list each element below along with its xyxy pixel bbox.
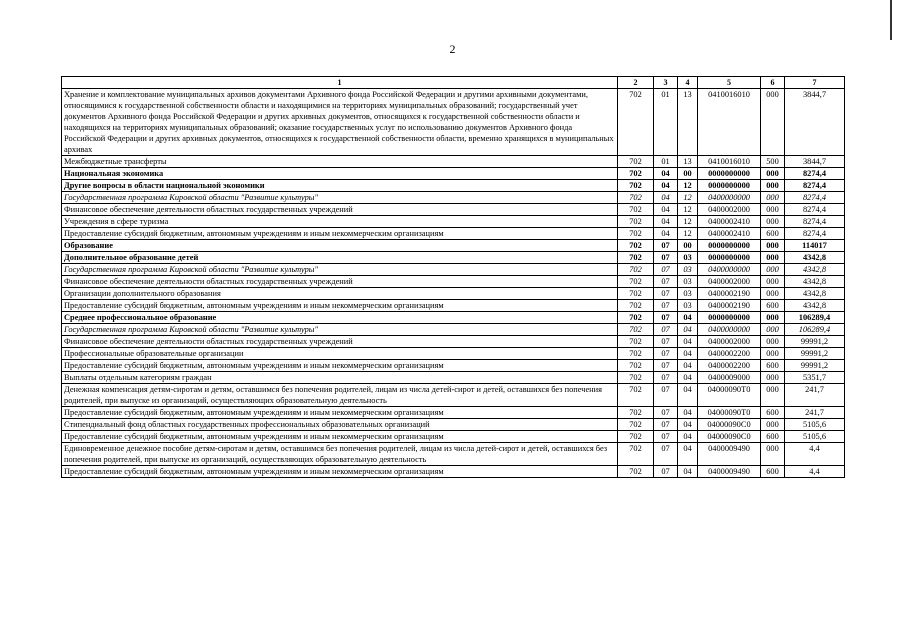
row-target-cell: 0400009000 xyxy=(698,372,761,384)
row-target-cell: 0000000000 xyxy=(698,312,761,324)
row-type-cell: 000 xyxy=(761,443,785,466)
table-row xyxy=(62,466,845,478)
row-subsection-cell: 04 xyxy=(678,466,698,478)
row-amount-cell: 8274,4 xyxy=(785,168,845,180)
row-type-cell: 000 xyxy=(761,372,785,384)
row-type-cell: 000 xyxy=(761,252,785,264)
row-type-cell: 600 xyxy=(761,466,785,478)
row-amount-cell: 4342,8 xyxy=(785,288,845,300)
row-amount-cell: 4342,8 xyxy=(785,252,845,264)
row-amount-cell: 8274,4 xyxy=(785,204,845,216)
row-target-cell: 0000000000 xyxy=(698,252,761,264)
row-target-cell: 04000090Т0 xyxy=(698,384,761,407)
table-row xyxy=(62,360,845,372)
budget-table xyxy=(61,76,845,478)
row-code-cell: 702 xyxy=(618,336,654,348)
table-row xyxy=(62,288,845,300)
row-target-cell: 0400002410 xyxy=(698,216,761,228)
table-row xyxy=(62,419,845,431)
row-type-cell: 000 xyxy=(761,348,785,360)
row-type-cell: 000 xyxy=(761,419,785,431)
table-row xyxy=(62,228,845,240)
row-code-cell: 702 xyxy=(618,168,654,180)
row-target-cell: 0400002200 xyxy=(698,348,761,360)
row-amount-cell: 106289,4 xyxy=(785,324,845,336)
row-amount-cell: 241,7 xyxy=(785,384,845,407)
row-code-cell: 702 xyxy=(618,180,654,192)
row-name-cell: Профессиональные образовательные организации xyxy=(62,348,618,360)
row-section-cell: 07 xyxy=(654,240,678,252)
column-header: 5 xyxy=(698,77,761,89)
table-row xyxy=(62,443,845,466)
row-type-cell: 600 xyxy=(761,300,785,312)
row-name-cell: Предоставление субсидий бюджетным, автономным учреждениям и иным некоммерческим организациям xyxy=(62,466,618,478)
column-header: 1 xyxy=(62,77,618,89)
row-amount-cell: 4342,8 xyxy=(785,264,845,276)
row-amount-cell: 3844,7 xyxy=(785,156,845,168)
row-section-cell: 07 xyxy=(654,276,678,288)
row-amount-cell: 8274,4 xyxy=(785,228,845,240)
row-code-cell: 702 xyxy=(618,324,654,336)
row-subsection-cell: 03 xyxy=(678,288,698,300)
row-name-cell: Государственная программа Кировской области "Развитие культуры" xyxy=(62,264,618,276)
column-header: 4 xyxy=(678,77,698,89)
row-section-cell: 04 xyxy=(654,192,678,204)
row-code-cell: 702 xyxy=(618,89,654,156)
row-subsection-cell: 03 xyxy=(678,300,698,312)
row-name-cell: Среднее профессиональное образование xyxy=(62,312,618,324)
table-row xyxy=(62,300,845,312)
row-section-cell: 04 xyxy=(654,180,678,192)
row-code-cell: 702 xyxy=(618,240,654,252)
row-subsection-cell: 12 xyxy=(678,180,698,192)
table-row xyxy=(62,216,845,228)
row-amount-cell: 5105,6 xyxy=(785,431,845,443)
row-code-cell: 702 xyxy=(618,360,654,372)
row-target-cell: 0400002410 xyxy=(698,228,761,240)
row-section-cell: 07 xyxy=(654,288,678,300)
row-section-cell: 07 xyxy=(654,419,678,431)
row-target-cell: 0400000000 xyxy=(698,324,761,336)
header-row xyxy=(62,77,845,89)
row-type-cell: 000 xyxy=(761,192,785,204)
row-name-cell: Дополнительное образование детей xyxy=(62,252,618,264)
row-code-cell: 702 xyxy=(618,431,654,443)
row-section-cell: 01 xyxy=(654,89,678,156)
row-subsection-cell: 12 xyxy=(678,192,698,204)
row-section-cell: 07 xyxy=(654,336,678,348)
row-section-cell: 07 xyxy=(654,324,678,336)
row-subsection-cell: 13 xyxy=(678,156,698,168)
row-code-cell: 702 xyxy=(618,443,654,466)
row-code-cell: 702 xyxy=(618,192,654,204)
row-target-cell: 0000000000 xyxy=(698,240,761,252)
table-row xyxy=(62,204,845,216)
row-amount-cell: 99991,2 xyxy=(785,348,845,360)
row-amount-cell: 8274,4 xyxy=(785,192,845,204)
row-name-cell: Государственная программа Кировской области "Развитие культуры" xyxy=(62,192,618,204)
table-row xyxy=(62,336,845,348)
table-row xyxy=(62,168,845,180)
row-code-cell: 702 xyxy=(618,300,654,312)
table-row xyxy=(62,89,845,156)
row-amount-cell: 5351,7 xyxy=(785,372,845,384)
row-section-cell: 07 xyxy=(654,407,678,419)
row-section-cell: 07 xyxy=(654,312,678,324)
row-target-cell: 0400009490 xyxy=(698,466,761,478)
row-target-cell: 0400000000 xyxy=(698,264,761,276)
row-section-cell: 07 xyxy=(654,348,678,360)
row-target-cell: 0400002000 xyxy=(698,276,761,288)
row-target-cell: 0400009490 xyxy=(698,443,761,466)
row-target-cell: 0400002190 xyxy=(698,288,761,300)
row-type-cell: 000 xyxy=(761,336,785,348)
table-row xyxy=(62,312,845,324)
row-type-cell: 500 xyxy=(761,156,785,168)
row-code-cell: 702 xyxy=(618,348,654,360)
row-amount-cell: 8274,4 xyxy=(785,216,845,228)
row-subsection-cell: 00 xyxy=(678,168,698,180)
row-amount-cell: 114017 xyxy=(785,240,845,252)
row-section-cell: 04 xyxy=(654,168,678,180)
scan-edge-mark xyxy=(890,0,892,40)
table-row xyxy=(62,276,845,288)
row-subsection-cell: 04 xyxy=(678,360,698,372)
row-code-cell: 702 xyxy=(618,204,654,216)
row-code-cell: 702 xyxy=(618,372,654,384)
row-code-cell: 702 xyxy=(618,312,654,324)
table-row xyxy=(62,384,845,407)
row-amount-cell: 3844,7 xyxy=(785,89,845,156)
row-code-cell: 702 xyxy=(618,156,654,168)
row-target-cell: 04000090С0 xyxy=(698,431,761,443)
row-name-cell: Государственная программа Кировской области "Развитие культуры" xyxy=(62,324,618,336)
row-name-cell: Предоставление субсидий бюджетным, автономным учреждениям и иным некоммерческим организациям xyxy=(62,431,618,443)
row-target-cell: 0400002000 xyxy=(698,336,761,348)
column-header: 2 xyxy=(618,77,654,89)
row-section-cell: 07 xyxy=(654,360,678,372)
row-name-cell: Другие вопросы в области национальной экономики xyxy=(62,180,618,192)
row-name-cell: Учреждения в сфере туризма xyxy=(62,216,618,228)
row-code-cell: 702 xyxy=(618,252,654,264)
row-name-cell: Хранение и комплектование муниципальных архивов документами Архивного фонда Российской Федерации и другими архивными документами, относящимися к государственной собственности области и находящимися на территориях муниципальных образований; государственный учет документов Архивного фонда Российской Федерации и других архивных документов, относящихся к государственной собственности области и находящихся на территориях муниципальных образований; оказание государственных услуг по использованию документов Архивного фонда Российской Федерации и других архивных документов, относящихся к государственной собственности области, временно хранящихся в муниципальных архивах xyxy=(62,89,618,156)
row-section-cell: 07 xyxy=(654,384,678,407)
column-header: 6 xyxy=(761,77,785,89)
row-code-cell: 702 xyxy=(618,466,654,478)
row-subsection-cell: 12 xyxy=(678,228,698,240)
row-subsection-cell: 04 xyxy=(678,443,698,466)
row-target-cell: 0400000000 xyxy=(698,192,761,204)
row-subsection-cell: 12 xyxy=(678,204,698,216)
row-subsection-cell: 03 xyxy=(678,264,698,276)
row-type-cell: 000 xyxy=(761,276,785,288)
row-type-cell: 000 xyxy=(761,180,785,192)
row-name-cell: Финансовое обеспечение деятельности областных государственных учреждений xyxy=(62,336,618,348)
row-section-cell: 07 xyxy=(654,443,678,466)
row-target-cell: 0400002200 xyxy=(698,360,761,372)
column-header: 7 xyxy=(785,77,845,89)
row-subsection-cell: 04 xyxy=(678,324,698,336)
row-target-cell: 04000090Т0 xyxy=(698,407,761,419)
row-target-cell: 0410016010 xyxy=(698,89,761,156)
row-name-cell: Предоставление субсидий бюджетным, автономным учреждениям и иным некоммерческим организациям xyxy=(62,407,618,419)
row-name-cell: Финансовое обеспечение деятельности областных государственных учреждений xyxy=(62,276,618,288)
row-type-cell: 600 xyxy=(761,360,785,372)
row-amount-cell: 8274,4 xyxy=(785,180,845,192)
table-row xyxy=(62,407,845,419)
row-amount-cell: 4342,8 xyxy=(785,300,845,312)
row-subsection-cell: 12 xyxy=(678,216,698,228)
row-type-cell: 000 xyxy=(761,324,785,336)
row-target-cell: 0400002190 xyxy=(698,300,761,312)
row-name-cell: Выплаты отдельным категориям граждан xyxy=(62,372,618,384)
row-amount-cell: 99991,2 xyxy=(785,360,845,372)
row-type-cell: 000 xyxy=(761,216,785,228)
table-row xyxy=(62,324,845,336)
row-type-cell: 000 xyxy=(761,264,785,276)
table-row xyxy=(62,192,845,204)
table-row xyxy=(62,431,845,443)
row-section-cell: 07 xyxy=(654,300,678,312)
table-row xyxy=(62,156,845,168)
row-subsection-cell: 13 xyxy=(678,89,698,156)
row-section-cell: 04 xyxy=(654,216,678,228)
row-section-cell: 07 xyxy=(654,372,678,384)
row-name-cell: Предоставление субсидий бюджетным, автономным учреждениям и иным некоммерческим организациям xyxy=(62,300,618,312)
row-code-cell: 702 xyxy=(618,419,654,431)
column-header: 3 xyxy=(654,77,678,89)
table-row xyxy=(62,252,845,264)
row-name-cell: Финансовое обеспечение деятельности областных государственных учреждений xyxy=(62,204,618,216)
row-type-cell: 000 xyxy=(761,312,785,324)
row-code-cell: 702 xyxy=(618,288,654,300)
row-target-cell: 0400002000 xyxy=(698,204,761,216)
row-section-cell: 07 xyxy=(654,431,678,443)
row-amount-cell: 106289,4 xyxy=(785,312,845,324)
row-section-cell: 01 xyxy=(654,156,678,168)
row-subsection-cell: 04 xyxy=(678,431,698,443)
row-section-cell: 07 xyxy=(654,466,678,478)
row-type-cell: 600 xyxy=(761,228,785,240)
row-type-cell: 000 xyxy=(761,384,785,407)
row-subsection-cell: 04 xyxy=(678,336,698,348)
row-subsection-cell: 04 xyxy=(678,312,698,324)
table-row xyxy=(62,264,845,276)
row-type-cell: 000 xyxy=(761,240,785,252)
row-target-cell: 0000000000 xyxy=(698,180,761,192)
table-row xyxy=(62,372,845,384)
row-name-cell: Предоставление субсидий бюджетным, автономным учреждениям и иным некоммерческим организациям xyxy=(62,360,618,372)
page-number: 2 xyxy=(449,42,456,56)
row-amount-cell: 5105,6 xyxy=(785,419,845,431)
row-code-cell: 702 xyxy=(618,264,654,276)
row-name-cell: Межбюджетные трансферты xyxy=(62,156,618,168)
row-name-cell: Организации дополнительного образования xyxy=(62,288,618,300)
row-code-cell: 702 xyxy=(618,276,654,288)
row-code-cell: 702 xyxy=(618,407,654,419)
row-type-cell: 000 xyxy=(761,168,785,180)
row-name-cell: Денежная компенсация детям-сиротам и детям, оставшимся без попечения родителей, лицам из числа детей-сирот и детей, оставшихся без попечения родителей, при выпуске из организаций, осуществляющих образовательную деятельность xyxy=(62,384,618,407)
row-amount-cell: 4,4 xyxy=(785,443,845,466)
row-code-cell: 702 xyxy=(618,384,654,407)
row-name-cell: Предоставление субсидий бюджетным, автономным учреждениям и иным некоммерческим организациям xyxy=(62,228,618,240)
row-section-cell: 04 xyxy=(654,204,678,216)
row-amount-cell: 4,4 xyxy=(785,466,845,478)
row-target-cell: 04000090С0 xyxy=(698,419,761,431)
table-row xyxy=(62,180,845,192)
row-type-cell: 000 xyxy=(761,288,785,300)
row-type-cell: 600 xyxy=(761,431,785,443)
row-type-cell: 600 xyxy=(761,407,785,419)
row-name-cell: Национальная экономика xyxy=(62,168,618,180)
row-subsection-cell: 04 xyxy=(678,384,698,407)
row-section-cell: 07 xyxy=(654,264,678,276)
table-row xyxy=(62,240,845,252)
row-target-cell: 0410016010 xyxy=(698,156,761,168)
row-amount-cell: 99991,2 xyxy=(785,336,845,348)
row-code-cell: 702 xyxy=(618,216,654,228)
row-subsection-cell: 04 xyxy=(678,419,698,431)
row-target-cell: 0000000000 xyxy=(698,168,761,180)
row-section-cell: 04 xyxy=(654,228,678,240)
row-type-cell: 000 xyxy=(761,89,785,156)
row-type-cell: 000 xyxy=(761,204,785,216)
row-code-cell: 702 xyxy=(618,228,654,240)
row-amount-cell: 4342,8 xyxy=(785,276,845,288)
row-subsection-cell: 04 xyxy=(678,372,698,384)
row-name-cell: Единовременное денежное пособие детям-сиротам и детям, оставшимся без попечения родителей, лицам из числа детей-сирот и детей, оставшихся без попечения родителей, при выпуске из организаций, осуществляющих образовательную деятельность xyxy=(62,443,618,466)
row-subsection-cell: 03 xyxy=(678,252,698,264)
row-subsection-cell: 04 xyxy=(678,348,698,360)
table-body xyxy=(62,89,845,478)
table-row xyxy=(62,348,845,360)
row-name-cell: Образование xyxy=(62,240,618,252)
row-amount-cell: 241,7 xyxy=(785,407,845,419)
row-section-cell: 07 xyxy=(654,252,678,264)
row-subsection-cell: 04 xyxy=(678,407,698,419)
row-subsection-cell: 03 xyxy=(678,276,698,288)
row-name-cell: Стипендиальный фонд областных государственных профессиональных образовательных организаций xyxy=(62,419,618,431)
row-subsection-cell: 00 xyxy=(678,240,698,252)
